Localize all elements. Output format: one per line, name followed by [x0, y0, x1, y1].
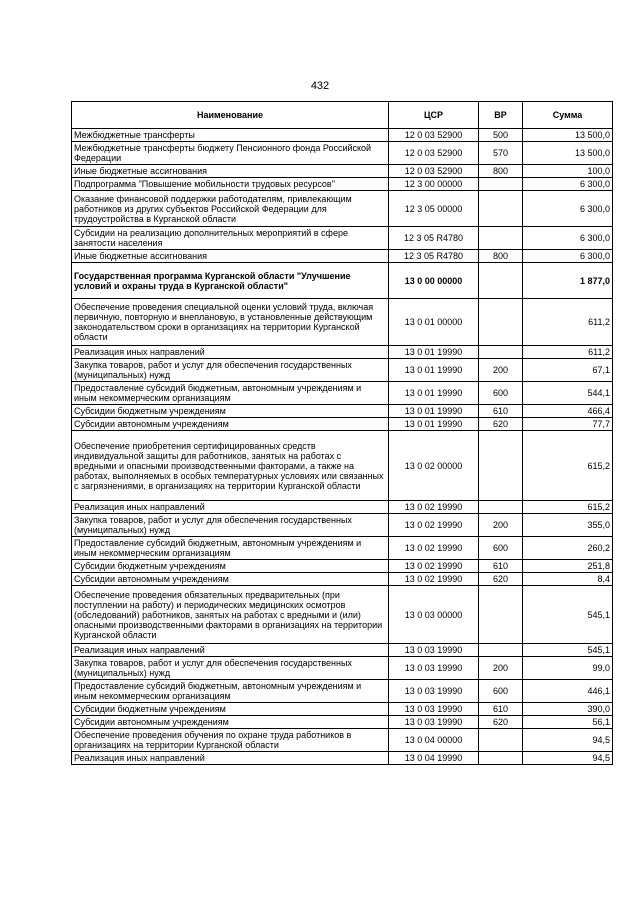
cell-name: Предоставление субсидий бюджетным, автономным учреждениям и иным некоммерческим организациям [72, 382, 389, 405]
header-sum: Сумма [523, 102, 613, 129]
table-row [72, 573, 613, 586]
cell-name: Государственная программа Курганской области "Улучшение условий и охраны труда в Курганской области" [72, 263, 389, 299]
cell-csr: 12 3 05 00000 [389, 191, 479, 227]
cell-sum: 446,1 [523, 680, 613, 703]
cell-name: Реализация иных направлений [72, 752, 389, 765]
cell-vr: 620 [479, 716, 523, 729]
table-row [72, 431, 613, 501]
table-row [72, 703, 613, 716]
budget-table [71, 101, 613, 765]
cell-csr: 13 0 04 00000 [389, 729, 479, 752]
table-row [72, 191, 613, 227]
cell-sum: 611,2 [523, 346, 613, 359]
cell-csr: 12 0 03 52900 [389, 142, 479, 165]
header-vr: ВР [479, 102, 523, 129]
cell-vr [479, 752, 523, 765]
page-number: 432 [310, 80, 330, 92]
table-row [72, 680, 613, 703]
cell-csr: 13 0 02 19990 [389, 537, 479, 560]
table-row [72, 418, 613, 431]
cell-vr [479, 178, 523, 191]
cell-vr: 570 [479, 142, 523, 165]
cell-sum: 544,1 [523, 382, 613, 405]
table-body [72, 129, 613, 765]
cell-csr: 13 0 01 19990 [389, 346, 479, 359]
cell-vr [479, 191, 523, 227]
table-row [72, 142, 613, 165]
cell-vr: 600 [479, 382, 523, 405]
table-row [72, 514, 613, 537]
cell-sum: 545,1 [523, 644, 613, 657]
cell-csr: 12 0 03 52900 [389, 129, 479, 142]
cell-vr [479, 644, 523, 657]
cell-name: Субсидии бюджетным учреждениям [72, 405, 389, 418]
header-name: Наименование [72, 102, 389, 129]
cell-name: Субсидии автономным учреждениям [72, 573, 389, 586]
cell-csr: 13 0 00 00000 [389, 263, 479, 299]
cell-name: Субсидии автономным учреждениям [72, 418, 389, 431]
table-row [72, 501, 613, 514]
cell-csr: 13 0 03 19990 [389, 657, 479, 680]
cell-name: Закупка товаров, работ и услуг для обеспечения государственных (муниципальных) нужд [72, 359, 389, 382]
cell-sum: 251,8 [523, 560, 613, 573]
cell-name: Иные бюджетные ассигнования [72, 165, 389, 178]
cell-csr: 13 0 01 19990 [389, 382, 479, 405]
cell-vr [479, 346, 523, 359]
cell-vr [479, 299, 523, 346]
table-row [72, 586, 613, 644]
cell-vr [479, 586, 523, 644]
table-row [72, 657, 613, 680]
cell-name: Субсидии бюджетным учреждениям [72, 703, 389, 716]
cell-csr: 13 0 03 19990 [389, 644, 479, 657]
cell-sum: 8,4 [523, 573, 613, 586]
cell-vr: 610 [479, 405, 523, 418]
cell-sum: 1 877,0 [523, 263, 613, 299]
cell-sum: 390,0 [523, 703, 613, 716]
cell-vr: 610 [479, 703, 523, 716]
cell-vr: 500 [479, 129, 523, 142]
cell-sum: 13 500,0 [523, 129, 613, 142]
cell-csr: 13 0 01 19990 [389, 359, 479, 382]
cell-sum: 355,0 [523, 514, 613, 537]
cell-vr [479, 431, 523, 501]
table-row [72, 560, 613, 573]
cell-csr: 13 0 02 00000 [389, 431, 479, 501]
table-row [72, 250, 613, 263]
table-row [72, 405, 613, 418]
table-row [72, 129, 613, 142]
cell-sum: 99,0 [523, 657, 613, 680]
table-row [72, 346, 613, 359]
cell-vr [479, 263, 523, 299]
cell-vr: 200 [479, 657, 523, 680]
cell-csr: 12 0 03 52900 [389, 165, 479, 178]
cell-sum: 615,2 [523, 501, 613, 514]
cell-vr: 600 [479, 680, 523, 703]
cell-sum: 260,2 [523, 537, 613, 560]
cell-csr: 13 0 02 19990 [389, 514, 479, 537]
cell-name: Субсидии на реализацию дополнительных мероприятий в сфере занятости населения [72, 227, 389, 250]
cell-name: Закупка товаров, работ и услуг для обеспечения государственных (муниципальных) нужд [72, 514, 389, 537]
header-csr: ЦСР [389, 102, 479, 129]
cell-sum: 100,0 [523, 165, 613, 178]
cell-sum: 6 300,0 [523, 178, 613, 191]
cell-csr: 13 0 02 19990 [389, 501, 479, 514]
table-row [72, 752, 613, 765]
table-row [72, 359, 613, 382]
cell-name: Реализация иных направлений [72, 501, 389, 514]
cell-csr: 12 3 05 R4780 [389, 250, 479, 263]
table-row [72, 716, 613, 729]
cell-vr: 800 [479, 165, 523, 178]
cell-name: Субсидии бюджетным учреждениям [72, 560, 389, 573]
cell-name: Обеспечение проведения обязательных предварительных (при поступлении на работу) и периодических медицинских осмотров (обследований) работников, занятых на работах с вредными и (или) опасными производственными факторами в организациях на территории Курганской области [72, 586, 389, 644]
table-row [72, 165, 613, 178]
table-row [72, 178, 613, 191]
cell-name: Субсидии автономным учреждениям [72, 716, 389, 729]
cell-csr: 13 0 03 19990 [389, 703, 479, 716]
cell-sum: 466,4 [523, 405, 613, 418]
cell-name: Обеспечение проведения обучения по охране труда работников в организациях на территории Курганской области [72, 729, 389, 752]
cell-sum: 94,5 [523, 752, 613, 765]
cell-sum: 13 500,0 [523, 142, 613, 165]
cell-name: Реализация иных направлений [72, 644, 389, 657]
cell-csr: 12 3 00 00000 [389, 178, 479, 191]
cell-name: Межбюджетные трансферты бюджету Пенсионного фонда Российской Федерации [72, 142, 389, 165]
cell-sum: 6 300,0 [523, 191, 613, 227]
cell-sum: 56,1 [523, 716, 613, 729]
table-row [72, 537, 613, 560]
table-header-row [72, 102, 613, 129]
cell-name: Закупка товаров, работ и услуг для обеспечения государственных (муниципальных) нужд [72, 657, 389, 680]
table-row [72, 299, 613, 346]
cell-name: Обеспечение приобретения сертифицированных средств индивидуальной защиты для работников, занятых на работах с вредными и опасными производственными факторами, а также на работах, выполняемых в особых температурных условиях или связанных с загрязнениями, в организациях на территории Курганской области [72, 431, 389, 501]
cell-vr: 800 [479, 250, 523, 263]
cell-csr: 13 0 03 19990 [389, 680, 479, 703]
cell-name: Предоставление субсидий бюджетным, автономным учреждениям и иным некоммерческим организациям [72, 680, 389, 703]
cell-sum: 611,2 [523, 299, 613, 346]
cell-name: Реализация иных направлений [72, 346, 389, 359]
cell-vr: 610 [479, 560, 523, 573]
cell-vr: 620 [479, 573, 523, 586]
table-row [72, 263, 613, 299]
table-row [72, 227, 613, 250]
cell-sum: 6 300,0 [523, 227, 613, 250]
table-row [72, 729, 613, 752]
cell-name: Оказание финансовой поддержки работодателям, привлекающим работников из других субъектов Российской Федерации для трудоустройства в Курганской области [72, 191, 389, 227]
cell-vr: 200 [479, 359, 523, 382]
cell-name: Обеспечение проведения специальной оценки условий труда, включая первичную, повторную и внеплановую, в установленные действующим законодательством сроки в организациях на территории Курганской области [72, 299, 389, 346]
cell-name: Иные бюджетные ассигнования [72, 250, 389, 263]
cell-sum: 6 300,0 [523, 250, 613, 263]
cell-csr: 13 0 03 00000 [389, 586, 479, 644]
cell-csr: 13 0 01 19990 [389, 418, 479, 431]
cell-sum: 615,2 [523, 431, 613, 501]
cell-sum: 67,1 [523, 359, 613, 382]
table-row [72, 382, 613, 405]
cell-sum: 77,7 [523, 418, 613, 431]
table-row [72, 644, 613, 657]
cell-name: Подпрограмма "Повышение мобильности трудовых ресурсов" [72, 178, 389, 191]
cell-sum: 94,5 [523, 729, 613, 752]
cell-vr [479, 501, 523, 514]
cell-vr: 600 [479, 537, 523, 560]
cell-vr: 200 [479, 514, 523, 537]
cell-csr: 13 0 02 19990 [389, 573, 479, 586]
cell-csr: 13 0 04 19990 [389, 752, 479, 765]
cell-csr: 13 0 03 19990 [389, 716, 479, 729]
cell-name: Предоставление субсидий бюджетным, автономным учреждениям и иным некоммерческим организациям [72, 537, 389, 560]
cell-sum: 545,1 [523, 586, 613, 644]
cell-vr [479, 227, 523, 250]
cell-vr [479, 729, 523, 752]
cell-name: Межбюджетные трансферты [72, 129, 389, 142]
cell-csr: 13 0 02 19990 [389, 560, 479, 573]
cell-csr: 13 0 01 00000 [389, 299, 479, 346]
cell-vr: 620 [479, 418, 523, 431]
cell-csr: 12 3 05 R4780 [389, 227, 479, 250]
cell-csr: 13 0 01 19990 [389, 405, 479, 418]
